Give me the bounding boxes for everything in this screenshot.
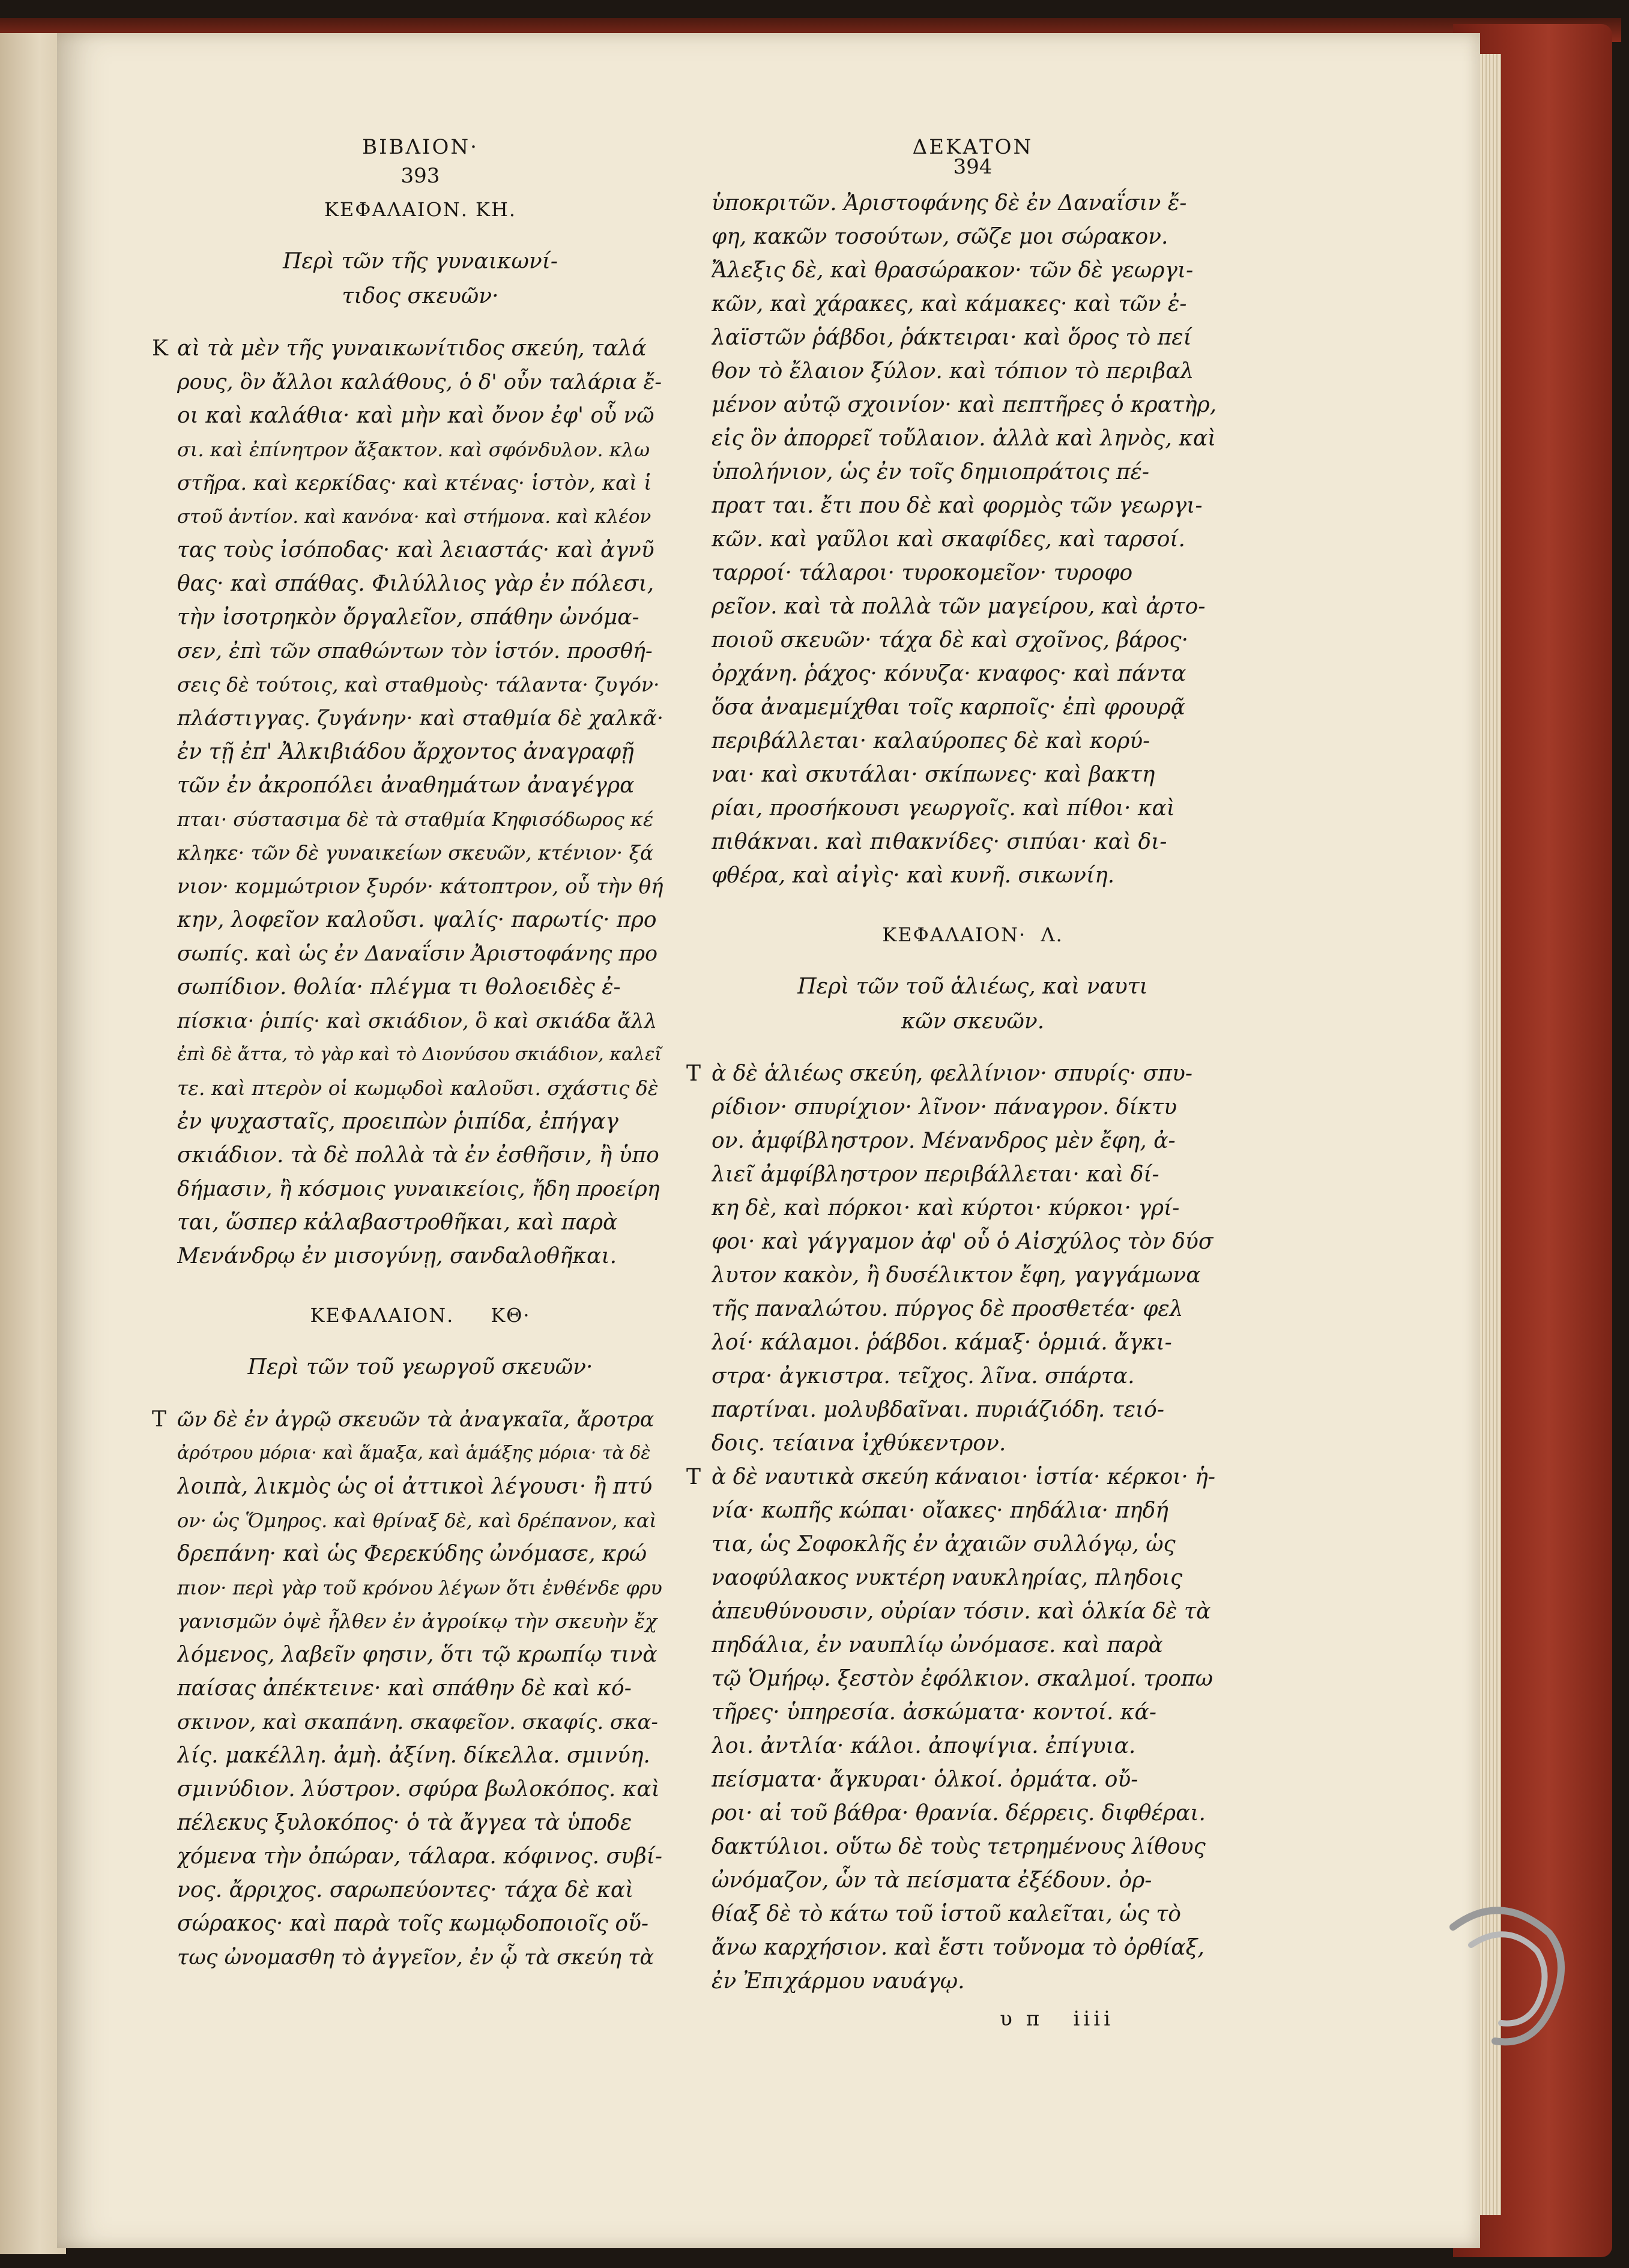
text-line: πιον· περὶ γὰρ τοῦ κρόνου λέγων ὅτι ἐνθένδε φρυ bbox=[177, 1576, 662, 1599]
text-line: πείσματα· ἄγκυραι· ὁλκοί. ὀρμάτα. οὔ- bbox=[712, 1767, 1138, 1792]
signature-mark: υ π iiii bbox=[1000, 2007, 1114, 2031]
paragraph bbox=[152, 332, 663, 1273]
text-line: ἄνω καρχήσιον. καὶ ἔστι τοὔνομα τὸ ὀρθίαξ, bbox=[712, 1935, 1204, 1960]
text-line: σωπίδιον. θολία· πλέγμα τι θολοειδὲς ἐ- bbox=[177, 975, 621, 1000]
text-line: σι. καὶ ἐπίνητρον ἄξακτον. καὶ σφόνδυλον. κλω bbox=[177, 438, 650, 461]
text-line: τε. καὶ πτερὸν οἱ κωμῳδοὶ καλοῦσι. σχάστις δὲ bbox=[177, 1076, 659, 1100]
text-line: δρεπάνη· καὶ ὡς Φερεκύδης ὠνόμασε, κρώ bbox=[177, 1542, 647, 1566]
text-line: τως ὠνομασθη τὸ ἀγγεῖον, ἐν ᾧ τὰ σκεύη τὰ bbox=[177, 1946, 654, 1970]
text-line: ον. ἀμφίβληστρον. Μένανδρος μὲν ἔφη, ἀ- bbox=[712, 1129, 1176, 1153]
text-line: ὠνόμαζον, ὧν τὰ πείσματα ἐξέδουν. ὀρ- bbox=[712, 1868, 1152, 1893]
text-line: ἐν ψυχασταῖς, προειπὼν ῥιπίδα, ἐπήγαγ bbox=[177, 1109, 618, 1134]
text-line: ναι· καὶ σκυτάλαι· σκίπωνες· καὶ βακτη bbox=[712, 762, 1155, 787]
text-line: πται· σύστασιμα δὲ τὰ σταθμία Κηφισόδωρος κέ bbox=[177, 808, 654, 831]
text-line: ὰ δὲ ἁλιέως σκεύη, φελλίνιον· σπυρίς· σπυ- bbox=[712, 1061, 1192, 1086]
text-line: ὰ δὲ ναυτικὰ σκεύη κάναιοι· ἱστία· κέρκοι· ἡ- bbox=[712, 1465, 1215, 1489]
subtitle-line: Περὶ τῶν τῆς γυναικωνί- bbox=[283, 249, 558, 274]
text-line: δήμασιν, ἢ κόσμοις γυναικείοις, ἤδη προείρη bbox=[177, 1177, 660, 1201]
subtitle-line: Περὶ τῶν τοῦ γεωργοῦ σκευῶν· bbox=[247, 1355, 593, 1380]
text-line: πηδάλια, ἐν ναυπλίῳ ὠνόμασε. καὶ παρὰ bbox=[712, 1633, 1163, 1657]
text-line: μένον αὐτῷ σχοινίον· καὶ πεπτῆρες ὁ κρατὴρ, bbox=[712, 393, 1217, 417]
text-line: δακτύλιοι. οὕτω δὲ τοὺς τετρημένους λίθους bbox=[712, 1835, 1206, 1859]
text-line: κληκε· τῶν δὲ γυναικείων σκευῶν, κτένιον· ξά bbox=[177, 841, 654, 864]
text-line: σεις δὲ τούτοις, καὶ σταθμοὺς· τάλαντα· ζυγόν· bbox=[177, 673, 660, 696]
text-line: ἐπὶ δὲ ἄττα, τὸ γὰρ καὶ τὸ Διονύσου σκιάδιον, καλεῖ bbox=[177, 1044, 662, 1065]
paragraph bbox=[152, 1403, 663, 1974]
chapter-subtitle bbox=[177, 1350, 663, 1385]
text-line: ὀρχάνη. ῥάχος· κόνυζα· κναφος· καὶ πάντα bbox=[712, 662, 1186, 686]
text-line: ροι· αἱ τοῦ βάθρα· θρανία. δέρρεις. διφθέραι. bbox=[712, 1801, 1206, 1826]
text-line: φη, κακῶν τοσούτων, σῶζε μοι σώρακον. bbox=[712, 225, 1168, 249]
text-line: πλάστιγγας. ζυγάνην· καὶ σταθμία δὲ χαλκᾶ· bbox=[177, 707, 663, 731]
running-head: ΒΙΒΛΙΟΝ· bbox=[362, 135, 479, 159]
text-line: δοις. τείαινα ἰχθύκεντρον. bbox=[712, 1431, 1006, 1456]
chapter-subtitle bbox=[712, 970, 1234, 1039]
text-line: Ἄλεξις δὲ, καὶ θρασώρακον· τῶν δὲ γεωργι- bbox=[712, 258, 1194, 283]
text-line: κη δὲ, καὶ πόρκοι· καὶ κύρτοι· κύρκοι· γρί- bbox=[712, 1196, 1180, 1220]
text-line: κῶν, καὶ χάρακες, καὶ κάμακες· καὶ τῶν ἐ- bbox=[712, 292, 1187, 316]
subtitle-line: κῶν σκευῶν. bbox=[901, 1009, 1045, 1034]
text-line: τῆρες· ὑπηρεσία. ἀσκώματα· κοντοί. κά- bbox=[712, 1700, 1157, 1725]
chapter-subtitle bbox=[177, 244, 663, 314]
subtitle-line: τιδος σκευῶν· bbox=[342, 284, 499, 309]
text-line: ρεῖον. καὶ τὰ πολλὰ τῶν μαγείρου, καὶ ἀρτο- bbox=[712, 594, 1206, 619]
text-line: λαϊστῶν ῥάβδοι, ῥάκτειραι· καὶ ὅρος τὸ πεί bbox=[712, 325, 1192, 350]
text-line: ἐν τῇ ἐπ' Ἀλκιβιάδου ἄρχοντος ἀναγραφῇ bbox=[177, 740, 634, 764]
text-line: φοι· καὶ γάγγαμον ἀφ' οὗ ὁ Αἰσχύλος τὸν δύσ bbox=[712, 1229, 1213, 1254]
right-column bbox=[686, 135, 1234, 2031]
paragraph bbox=[712, 187, 1234, 893]
text-line: λοιπὰ, λικμὸς ὡς οἱ ἀττικοὶ λέγουσι· ἢ πτύ bbox=[177, 1474, 653, 1499]
page-number: 393 bbox=[400, 164, 440, 188]
text-line: λίς. μακέλλη. ἀμὴ. ἀξίνη. δίκελλα. σμινύη. bbox=[177, 1743, 650, 1768]
text-line: κῶν. καὶ γαῦλοι καὶ σκαφίδες, καὶ ταρσοί. bbox=[712, 527, 1185, 552]
subtitle-line: Περὶ τῶν τοῦ ἁλιέως, καὶ ναυτι bbox=[797, 974, 1148, 999]
text-line: Μενάνδρῳ ἐν μισογύνῃ, σανδαλοθῆκαι. bbox=[177, 1244, 617, 1268]
text-line: γανισμῶν ὀψὲ ἦλθεν ἐν ἀγροίκῳ τὴν σκευὴν ἔχ bbox=[177, 1609, 657, 1633]
text-line: ρίαι, προσήκουσι γεωργοῖς. καὶ πίθοι· καὶ bbox=[712, 796, 1175, 821]
text-line: ρίδιον· σπυρίχιον· λῖνον· πάναγρον. δίκτυ bbox=[712, 1095, 1177, 1120]
text-line: ναοφύλακος νυκτέρη ναυκληρίας, πληδοις bbox=[712, 1566, 1183, 1590]
text-line: λοί· κάλαμοι. ῥάβδοι. κάμαξ· ὁρμιά. ἄγκι- bbox=[712, 1330, 1172, 1355]
text-line: θας· καὶ σπάθας. Φιλύλλιος γὰρ ἐν πόλεσι, bbox=[177, 572, 654, 596]
text-line: πιθάκναι. καὶ πιθακνίδες· σιπύαι· καὶ δι- bbox=[712, 830, 1167, 854]
text-line: τῶν ἐν ἀκροπόλει ἀναθημάτων ἀναγέγρα bbox=[177, 773, 635, 798]
text-line: τας τοὺς ἰσόποδας· καὶ λειαστάς· καὶ ἀγνῦ bbox=[177, 538, 654, 562]
text-line: σωπίς. καὶ ὡς ἐν Δαναΐσιν Ἀριστοφάνης προ bbox=[177, 942, 658, 966]
initial-letter: Τ bbox=[152, 1407, 167, 1432]
text-line: ταρροί· τάλαροι· τυροκομεῖον· τυροφο bbox=[712, 561, 1133, 585]
initial-letter: Τ bbox=[686, 1061, 701, 1086]
text-line: πέλεκυς ξυλοκόπος· ὁ τὰ ἄγγεα τὰ ὑποδε bbox=[177, 1811, 632, 1835]
initial-letter: Κ bbox=[152, 336, 168, 361]
text-line: ται, ὥσπερ κἀλαβαστροθῆκαι, καὶ παρὰ bbox=[177, 1210, 618, 1235]
paragraph bbox=[686, 1057, 1234, 1461]
text-line: ποιοῦ σκευῶν· τάχα δὲ καὶ σχοῖνος, βάρος· bbox=[712, 628, 1189, 653]
paper-clip-icon bbox=[1429, 1891, 1573, 2071]
text-line: λιεῖ ἀμφίβληστρον περιβάλλεται· καὶ δί- bbox=[712, 1162, 1159, 1187]
text-line: παίσας ἀπέκτεινε· καὶ σπάθην δὲ καὶ κό- bbox=[177, 1676, 632, 1701]
text-line: ὑπολήνιον, ὡς ἐν τοῖς δημιοπράτοις πέ- bbox=[712, 460, 1149, 484]
previous-leaf bbox=[0, 33, 66, 2254]
text-line: ον· ὡς Ὅμηρος. καὶ θρίναξ δὲ, καὶ δρέπανον, καὶ bbox=[177, 1509, 657, 1532]
text-line: φθέρα, καὶ αἰγὶς· καὶ κυνῆ. σικωνίη. bbox=[712, 863, 1115, 888]
text-line: χόμενα τὴν ὀπώραν, τάλαρα. κόφινος. συβί- bbox=[177, 1844, 663, 1869]
paragraph bbox=[686, 1461, 1234, 1998]
text-line: σώρακος· καὶ παρὰ τοῖς κωμῳδοποιοῖς οὕ- bbox=[177, 1911, 649, 1936]
text-line: λοι. ἀντλία· κάλοι. ἀποψίγια. ἐπίγυια. bbox=[712, 1734, 1136, 1758]
text-line: τῷ Ὁμήρῳ. ξεστὸν ἐφόλκιον. σκαλμοί. τροπω bbox=[712, 1666, 1213, 1691]
text-line: λυτον κακὸν, ἢ δυσέλικτον ἔφη, γαγγάμωνα bbox=[712, 1263, 1201, 1288]
text-line: στρα· ἀγκιστρα. τεῖχος. λῖνα. σπάρτα. bbox=[712, 1364, 1135, 1389]
page-number: 394 bbox=[953, 155, 993, 179]
text-line: ὑποκριτῶν. Ἀριστοφάνης δὲ ἐν Δαναΐσιν ἔ- bbox=[712, 191, 1187, 216]
text-line: ἀπευθύνουσιν, οὐρίαν τόσιν. καὶ ὁλκία δὲ τὰ bbox=[712, 1599, 1211, 1624]
chapter-heading: ΚΕΦΑΛΑΙΟΝ· Λ. bbox=[882, 923, 1063, 946]
text-line: θίαξ δὲ τὸ κάτω τοῦ ἱστοῦ καλεῖται, ὡς τὸ bbox=[712, 1902, 1181, 1926]
text-line: ὅσα ἀναμεμίχθαι τοῖς καρποῖς· ἐπὶ φρουρᾷ bbox=[712, 695, 1185, 720]
text-line: τια, ὡς Σοφοκλῆς ἐν ἀχαιῶν συλλόγῳ, ὡς bbox=[712, 1532, 1176, 1557]
text-line: θον τὸ ἔλαιον ξύλον. καὶ τόπιον τὸ περιβαλ bbox=[712, 359, 1194, 384]
text-line: σμινύδιον. λύστρον. σφύρα βωλοκόπος. καὶ bbox=[177, 1777, 660, 1802]
text-line: εἰς ὃν ἀπορρεῖ τοὔλαιον. ἀλλὰ καὶ ληνὸς, καὶ bbox=[712, 426, 1216, 451]
text-line: λόμενος, λαβεῖν φησιν, ὅτι τῷ κρωπίῳ τινὰ bbox=[177, 1642, 657, 1667]
chapter-heading: ΚΕΦΑΛΑΙΟΝ. ΚΗ. bbox=[324, 198, 517, 221]
text-line: νιον· κομμώτριον ξυρόν· κάτοπτρον, οὗ τὴν θή bbox=[177, 875, 663, 899]
text-line: νία· κωπῆς κώπαι· οἴακες· πηδάλια· πηδή bbox=[712, 1498, 1168, 1523]
text-line: σκινον, καὶ σκαπάνη. σκαφεῖον. σκαφίς. σκα- bbox=[177, 1710, 658, 1734]
text-line: ἀρότρου μόρια· καὶ ἅμαξα, καὶ ἁμάξης μόρια· τὰ δὲ bbox=[177, 1443, 651, 1464]
left-column bbox=[152, 135, 663, 1974]
text-line: πρατ ται. ἔτι που δὲ καὶ φορμὸς τῶν γεωργι- bbox=[712, 493, 1203, 518]
chapter-heading: ΚΕΦΑΛΑΙΟΝ. ΚΘ· bbox=[310, 1304, 531, 1327]
text-line: οι καὶ καλάθια· καὶ μὴν καὶ ὄνον ἐφ' οὗ νῶ bbox=[177, 403, 654, 428]
text-line: ἐν Ἐπιχάρμου ναυάγῳ. bbox=[712, 1969, 965, 1994]
text-line: ρους, ὃν ἄλλοι καλάθους, ὁ δ' οὖν ταλάρια ἔ- bbox=[177, 370, 662, 394]
text-line: νος. ἄρριχος. σαρωπεύοντες· τάχα δὲ καὶ bbox=[177, 1878, 634, 1902]
text-line: ῶν δὲ ἐν ἀγρῷ σκευῶν τὰ ἀναγκαῖα, ἄροτρα bbox=[177, 1408, 654, 1432]
initial-letter: Τ bbox=[686, 1465, 701, 1489]
text-line: παρτίναι. μολυβδαῖναι. πυριάζιόδη. τειό- bbox=[712, 1398, 1164, 1422]
text-line: περιβάλλεται· καλαύροπες δὲ καὶ κορύ- bbox=[712, 729, 1150, 753]
text-line: σκιάδιον. τὰ δὲ πολλὰ τὰ ἐν ἐσθῆσιν, ἢ ὑπο bbox=[177, 1143, 659, 1168]
text-line: τὴν ἰσοτρηκὸν ὄργαλεῖον, σπάθην ὠνόμα- bbox=[177, 605, 639, 630]
text-line: στῆρα. καὶ κερκίδας· καὶ κτένας· ἱστὸν, καὶ ἱ bbox=[177, 471, 652, 495]
text-line: πίσκια· ῥιπίς· καὶ σκιάδιον, ὃ καὶ σκιάδα ἄλλ bbox=[177, 1009, 657, 1033]
running-head: ΔΕΚΑΤΟΝ bbox=[912, 135, 1033, 159]
text-line: τῆς παναλώτου. πύργος δὲ προσθετέα· φελ bbox=[712, 1297, 1183, 1321]
text-line: αὶ τὰ μὲν τῆς γυναικωνίτιδος σκεύη, ταλά bbox=[177, 336, 647, 361]
text-line: σεν, ἐπὶ τῶν σπαθώντων τὸν ἱστόν. προσθή- bbox=[177, 639, 653, 663]
text-line: κην, λοφεῖον καλοῦσι. ψαλίς· παρωτίς· προ bbox=[177, 908, 657, 932]
text-line: στοῦ ἀντίον. καὶ κανόνα· καὶ στήμονα. καὶ κλέον bbox=[177, 506, 651, 528]
